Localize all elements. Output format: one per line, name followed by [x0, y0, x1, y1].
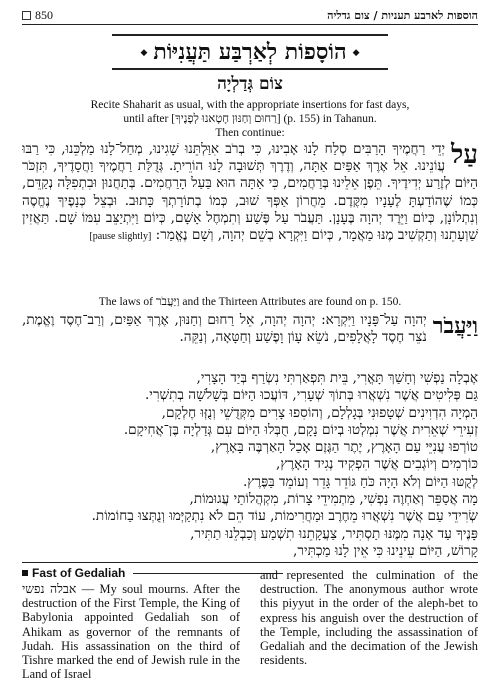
poem-line: גַּם פְּלִיטִים אֲשֶׁר נִשְׁאֲרוּ בְּתוֹךְ שְׁעָרִי, דּוֹעֲכוּ הַיּוֹם בְּשָׁלֹשָׁה בְתִשְׁרִי.: [144, 387, 478, 404]
rubric-line-2: until after [רַחוּם וְחַנּוּן חָטָאנוּ לְפָנֶיךָ] (p. 155) in Tahanun.: [123, 113, 377, 125]
bullet-square-icon: [22, 570, 28, 576]
commentary-divider: [22, 562, 478, 563]
poem-line: זְעִירֵי שְׁאֵרִית אֲשֶׁר נִמְלְטוּ בְיוֹם נָקָם, חֻבְּלוּ הַיּוֹם עִם גְּדַלְיָה בֶּן־אֲחִיקָם.: [123, 421, 478, 438]
piyyut-avlah-nafshi: [22, 370, 478, 560]
running-title: הוספות לארבע תעניות / צום גדליה: [327, 8, 478, 22]
poem-line: מָה אֲסַפֵּר וְאַחְוֶה נַפְשִׁי, מַתְמִידֵי צָרוֹת, מִקְהֲלוֹתַי עֲגוּמוֹת,: [189, 491, 478, 508]
section-title: ◆ הוֹסָפוֹת לְאַרְבַּע תַּעֲנִיּוֹת ◆: [112, 34, 387, 70]
block1-text: יְדֵי רַחֲמֶיךָ הָרַבִּים סְלַח לָנוּ אָבִינוּ, כִּי בְרֹב אִוַּלְתֵּנוּ שָׁגִינוּ, מְחַל־לָנוּ מַלְכֵּנוּ, כִּי רַבּוּ עֲוֹנֵינוּ. אֵל אֶרֶךְ אַפַּיִם אַתָּה, וְדֶרֶךְ תְּשׁוּבָה לָנוּ הוֹרֵיתָ. גְּדֻלַּת רַחֲמֶיךָ וַחֲסָדֶיךָ, תִּזְכֹּר הַיּוֹם לְזֶרַע יְדִידֶיךָ. תֵּפֶן אֵלֵינוּ בְּרַחֲמִים, כִּי אַתָּה הוּא בַּעַל הָרַחֲמִים. בְּתַחֲנוּן וּבִתְפִלָּה נְקַדֵּם, כְּמוֹ שֶׁהוֹדַעְתָּ לֶעָנָיו מִקֶּדֶם. מֵחֲרוֹן אַפְּךָ שׁוּב, כְּמוֹ בְתוֹרָתְךָ כָּתוּב. וּבְצֵל כְּנָפֶיךָ נֶחֱסֶה וְנִתְלוֹנָן, כְּיוֹם וַיֵּרֶד יְהוָה בֶּעָנָן. תַּעֲבֹר עַל פֶּשַׁע וְתִמְחֶל אָשָׁם, כְּיוֹם וַיִּתְיַצֵּב עִמּוֹ שָׁם. תַּאֲזִין שַׁוְעָתֵנוּ וְתַקְשִׁיב מֶנּוּ מַאֲמָר, כְּיוֹם וַיִּקְרָא בְשֵׁם יְהוָה, וְשָׁם נֶאֱמַר:: [22, 141, 478, 244]
poem-line: טוֹרְפוּ עֲנִיֵּי עַם הָאָרֶץ, יֶתֶר הַגֶּזֶם אָכַל הָאַרְבֶּה בָּאָרֶץ,: [210, 439, 478, 456]
prayer-block-vayaavor: [22, 312, 478, 368]
poem-line: לְקֻטּוּ הַיּוֹם וְלֹא הָיָה כֹּחַ גּוֹדֵר גָּדֵר וְעוֹמֵד בַּפֶּרֶץ.: [242, 473, 478, 490]
thirteen-attributes-rubric: The laws of וַיַּעֲבֹר and the Thirteen Attributes are found on p. 150.: [98, 296, 402, 308]
poem-line: אֶבְלָה נַפְשִׁי וְחָשַׁךְ תָּאֳרִי, בֵּית תִּפְאַרְתִּי נִשְׂרַף בְּיַד הָצָרִי,: [196, 370, 478, 386]
poem-line: כּוֹרְמִים וְיוֹגְבִים אֲשֶׁר הִפְקִיד נְגִיד הָאָרֶץ,: [276, 456, 478, 473]
poem-line: קָרוֹשׁ, הַיּוֹם עֵינֵינוּ כִּי אֵין לָנוּ מַכְתִּיר,: [293, 542, 478, 559]
page-number-area: [22, 8, 53, 23]
block1-lead-word: עַל: [451, 141, 478, 170]
block2-lead-word: וַיַּעֲבֹר: [432, 313, 478, 339]
poem-line: פָּנֶיךָ עַד אָנָה מִמֶּנּוּ תַסְתִּיר, צַעֲקָתֵנוּ תִשְׁמַע וְכַבְלֵנוּ תַתִּיר,: [190, 525, 478, 542]
poem-line: שְׂרִידֵי עַם אֲשֶׁר נִשְׁאֲרוּ מֵחֶרֶב וּמַחֲרִימוֹת, עוֹד הֵם לֹא נִתְקַיְּמוּ וְנֻתְּצוּ בַחוֹמוֹת.: [91, 508, 478, 525]
prayer-block-al-yedei: [22, 141, 478, 293]
section-subtitle: צוֹם גְּדַלְיָה: [217, 74, 283, 94]
poem-line: הַמְיָה הִדְוִינִים שְׁטָפוּנִי בְּגָלְלָם, וְהוֹסִפוּ צָרִים מִקְּדֻשֵׁי וְנֻזְּוּ חֶלְקָם,: [161, 404, 478, 421]
page-header: [22, 6, 478, 25]
rubric-line-1: Recite Shaharit as usual, with the appropriate insertions for fast days,: [90, 99, 410, 111]
section-banner: [70, 34, 430, 66]
block2-text: יְהוָה עַל־פָּנָיו וַיִּקְרָא: יְהוָה יְהוָה, אֵל רַחוּם וְחַנּוּן, אֶרֶךְ אַפַּיִם, וְרַב־חֶסֶד וֶאֱמֶת, נֹצֵר חֶסֶד לָאֲלָפִים, נֹשֵׂא עָוֹן וָפֶשַׁע וְחַטָּאָה, וְנַקֵּה.: [22, 312, 427, 346]
rubric-line-3: Then continue:: [215, 127, 285, 139]
commentary-left-column: אבלה נפשי — My soul mourns. After the destruction of the First Temple, the King of Babylonia appointed Gedaliah son of Ahikam as governor of the remnants of Judah. His assassination on the third of Tishre marked the end of Jewish rule in the Land of Israel: [22, 582, 240, 682]
commentary-title: Fast of Gedaliah: [32, 566, 126, 580]
page-number: 850: [35, 7, 53, 22]
commentary-heading: [22, 566, 283, 580]
block1-pause-note: [pause slightly]: [89, 231, 152, 243]
commentary-right-column: and represented the culmination of the destruction. The anonymous author wrote this piyyut in the order of the aleph-bet to express his anguish over the destruction of the Temple, including the assassination of Gedaliah and the decimation of the Jewish residents.: [260, 568, 478, 668]
square-ornament-icon: [22, 11, 31, 20]
